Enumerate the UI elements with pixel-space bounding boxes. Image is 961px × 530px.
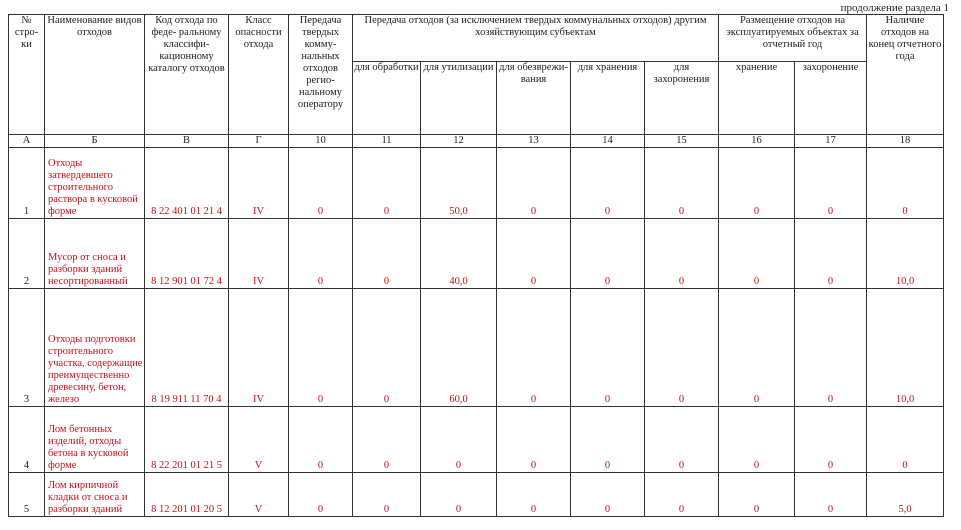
hazard-class: IV [229, 148, 289, 219]
header-class: Класс опасности отхода [229, 15, 289, 135]
column-index: 16 [719, 135, 795, 148]
value-cell: 0 [719, 219, 795, 289]
value-cell: 0 [645, 473, 719, 517]
column-index: 15 [645, 135, 719, 148]
row-number: 3 [9, 289, 45, 407]
value-cell: 60,0 [421, 289, 497, 407]
value-cell: 0 [497, 289, 571, 407]
value-cell: 0 [645, 148, 719, 219]
value-cell: 0 [571, 148, 645, 219]
value-cell: 0 [289, 148, 353, 219]
waste-name: Лом бетонных изделий, отходы бетона в кусковой форме [45, 407, 145, 473]
waste-name: Мусор от сноса и разборки зданий несортированный [45, 219, 145, 289]
row-number: 2 [9, 219, 45, 289]
value-cell: 10,0 [867, 289, 944, 407]
header-burial: для захоронения [645, 62, 719, 135]
value-cell: 0 [289, 473, 353, 517]
waste-name: Отходы затвердевшего строительного раствора в кусковой форме [45, 148, 145, 219]
continuation-label: продолжение раздела 1 [840, 2, 949, 14]
column-index: А [9, 135, 45, 148]
value-cell: 0 [719, 148, 795, 219]
value-cell: 0 [719, 473, 795, 517]
waste-code: 8 12 201 01 20 5 [145, 473, 229, 517]
waste-code: 8 19 911 11 70 4 [145, 289, 229, 407]
header-placement-burial: захоронение [795, 62, 867, 135]
waste-code: 8 22 401 01 21 4 [145, 148, 229, 219]
header-processing: для обработки [353, 62, 421, 135]
column-index: 13 [497, 135, 571, 148]
value-cell: 0 [421, 473, 497, 517]
column-index: В [145, 135, 229, 148]
table-row [9, 289, 944, 407]
value-cell: 0 [795, 407, 867, 473]
value-cell: 0 [645, 219, 719, 289]
header-placement-storage: хранение [719, 62, 795, 135]
value-cell: 50,0 [421, 148, 497, 219]
header-neutralization: для обезврежи- вания [497, 62, 571, 135]
hazard-class: V [229, 473, 289, 517]
header-code: Код отхода по феде- ральному классифи- кационному каталогу отходов [145, 15, 229, 135]
hazard-class: IV [229, 289, 289, 407]
column-index: 12 [421, 135, 497, 148]
value-cell: 0 [353, 407, 421, 473]
value-cell: 0 [353, 148, 421, 219]
header-utilization: для утилизации [421, 62, 497, 135]
row-number: 1 [9, 148, 45, 219]
waste-name: Отходы подготовки строительного участка, содержащие преимущественно древесину, бетон, железо [45, 289, 145, 407]
hazard-class: IV [229, 219, 289, 289]
value-cell: 0 [571, 219, 645, 289]
value-cell: 0 [571, 407, 645, 473]
value-cell: 0 [571, 473, 645, 517]
waste-code: 8 22 201 01 21 5 [145, 407, 229, 473]
column-index: 11 [353, 135, 421, 148]
column-index: 18 [867, 135, 944, 148]
table-row [9, 473, 944, 517]
column-index: 17 [795, 135, 867, 148]
waste-table [8, 14, 944, 517]
value-cell: 10,0 [867, 219, 944, 289]
value-cell: 0 [795, 473, 867, 517]
value-cell: 0 [497, 219, 571, 289]
value-cell: 40,0 [421, 219, 497, 289]
header-row-no: № стро- ки [9, 15, 45, 135]
column-index-row [9, 135, 944, 148]
value-cell: 0 [571, 289, 645, 407]
header-balance: Наличие отходов на конец отчетного года [867, 15, 944, 135]
value-cell: 0 [289, 219, 353, 289]
table-row [9, 219, 944, 289]
value-cell: 0 [289, 289, 353, 407]
header-name: Наименование видов отходов [45, 15, 145, 135]
waste-name: Лом кирпичной кладки от сноса и разборки зданий [45, 473, 145, 517]
row-number: 5 [9, 473, 45, 517]
waste-code: 8 12 901 01 72 4 [145, 219, 229, 289]
value-cell: 0 [867, 407, 944, 473]
value-cell: 0 [645, 289, 719, 407]
value-cell: 0 [645, 407, 719, 473]
table-row [9, 148, 944, 219]
value-cell: 0 [353, 219, 421, 289]
column-index: 14 [571, 135, 645, 148]
value-cell: 0 [497, 148, 571, 219]
column-index: Б [45, 135, 145, 148]
row-number: 4 [9, 407, 45, 473]
value-cell: 0 [497, 407, 571, 473]
column-index: Г [229, 135, 289, 148]
value-cell: 0 [289, 407, 353, 473]
header-storage: для хранения [571, 62, 645, 135]
value-cell: 0 [353, 289, 421, 407]
value-cell: 0 [719, 407, 795, 473]
value-cell: 0 [421, 407, 497, 473]
value-cell: 0 [795, 289, 867, 407]
value-cell: 0 [353, 473, 421, 517]
header-transfer: Передача отходов (за исключением твердых коммунальных отходов) другим хозяйствующим субъектам [353, 15, 719, 62]
header-placement: Размещение отходов на эксплуатируемых объектах за отчетный год [719, 15, 867, 62]
hazard-class: V [229, 407, 289, 473]
column-index: 10 [289, 135, 353, 148]
value-cell: 0 [497, 473, 571, 517]
value-cell: 0 [867, 148, 944, 219]
value-cell: 5,0 [867, 473, 944, 517]
table-row [9, 407, 944, 473]
value-cell: 0 [795, 148, 867, 219]
value-cell: 0 [719, 289, 795, 407]
value-cell: 0 [795, 219, 867, 289]
header-regional-operator: Передача твердых комму- нальных отходов регио- нальному оператору [289, 15, 353, 135]
